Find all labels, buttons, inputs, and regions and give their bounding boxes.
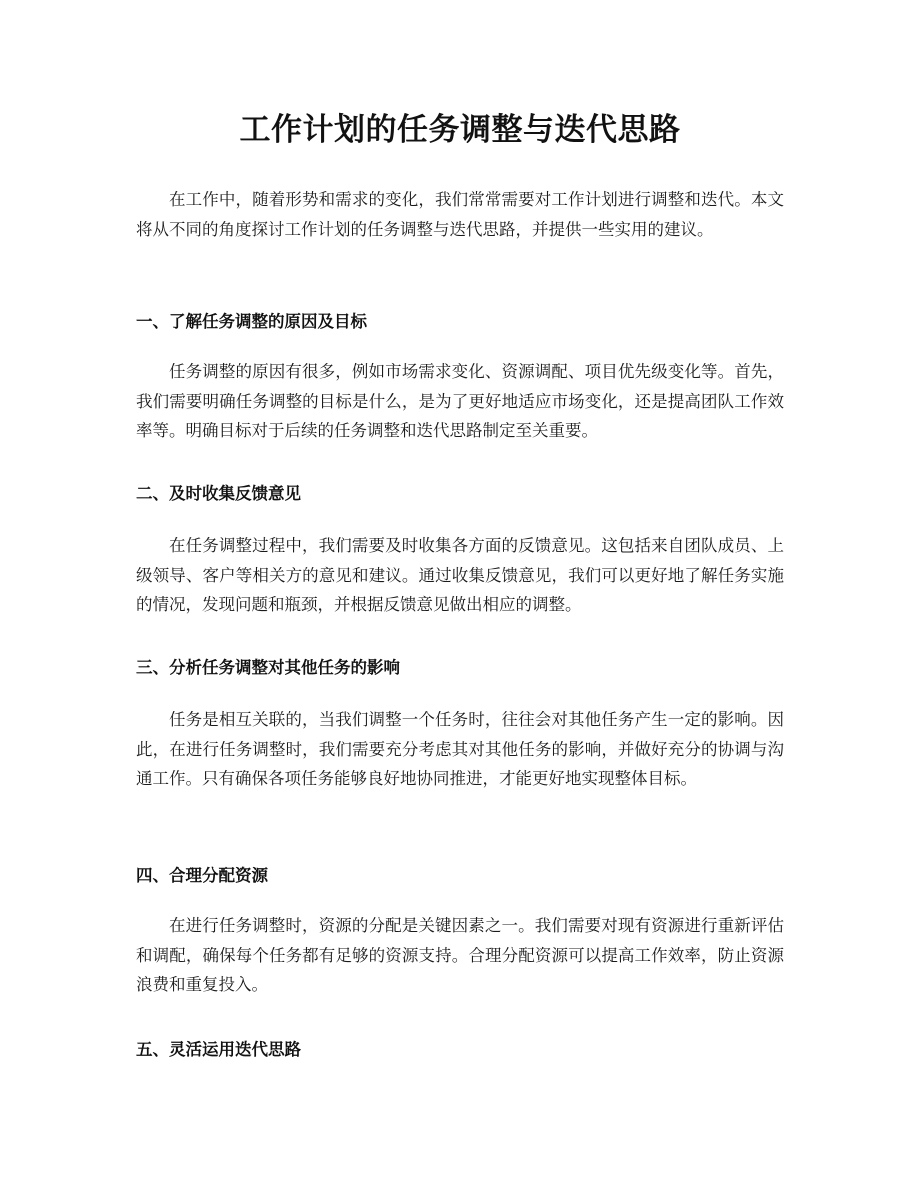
section-4-body: 在进行任务调整时，资源的分配是关键因素之一。我们需要对现有资源进行重新评估和调配，确保每个任务都有足够的资源支持。合理分配资源可以提高工作效率，防止资源浪费和重复投入。 — [136, 916, 784, 994]
section-3-body: 任务是相互关联的，当我们调整一个任务时，往往会对其他任务产生一定的影响。因此，在进行任务调整时，我们需要充分考虑其对其他任务的影响，并做好充分的协调与沟通工作。只有确保各项任务能够良好地协同推进，才能更好地实现整体目标。 — [136, 710, 784, 788]
page-title: 工作计划的任务调整与迭代思路 — [239, 112, 681, 148]
section-2-heading: 二、及时收集反馈意见 — [136, 484, 301, 503]
section-4-heading: 四、合理分配资源 — [136, 866, 268, 885]
section-1-body: 任务调整的原因有很多，例如市场需求变化、资源调配、项目优先级变化等。首先，我们需要明确任务调整的目标是什么，是为了更好地适应市场变化，还是提高团队工作效率等。明确目标对于后续的任务调整和迭代思路制定至关重要。 — [136, 362, 784, 440]
section-3-heading: 三、分析任务调整对其他任务的影响 — [136, 658, 400, 677]
section-1-heading: 一、了解任务调整的原因及目标 — [136, 312, 367, 331]
intro-paragraph: 在工作中，随着形势和需求的变化，我们常常需要对工作计划进行调整和迭代。本文将从不同的角度探讨工作计划的任务调整与迭代思路，并提供一些实用的建议。 — [136, 190, 784, 239]
section-5-heading: 五、灵活运用迭代思路 — [136, 1040, 301, 1059]
section-2-body: 在任务调整过程中，我们需要及时收集各方面的反馈意见。这包括来自团队成员、上级领导、客户等相关方的意见和建议。通过收集反馈意见，我们可以更好地了解任务实施的情况，发现问题和瓶颈，并根据反馈意见做出相应的调整。 — [136, 536, 784, 614]
